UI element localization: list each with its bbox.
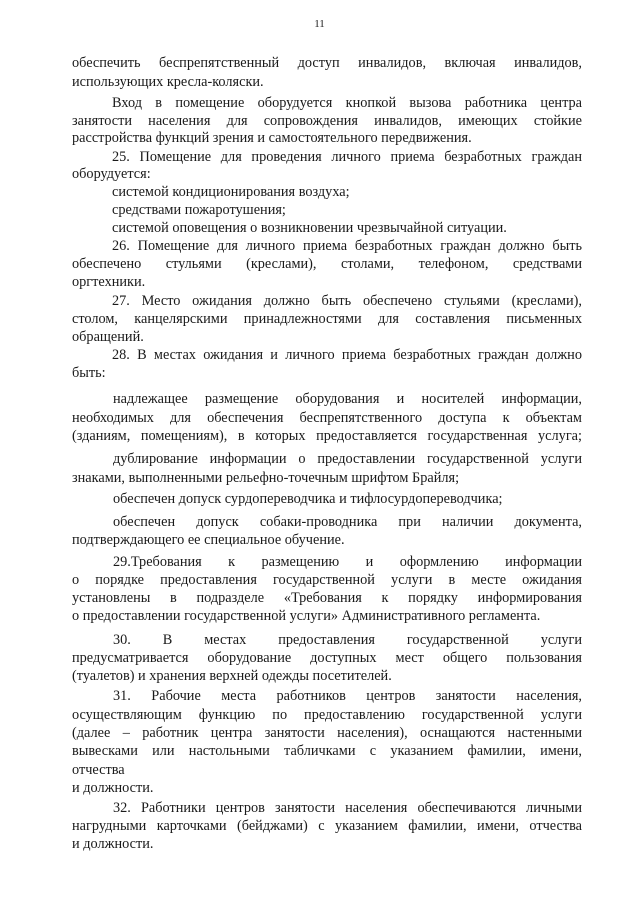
text-line: Вход в помещение оборудуется кнопкой вызова работника центра (112, 95, 582, 111)
text-line: надлежащее размещение оборудования и носителей информации, (113, 391, 582, 407)
text-line: установлены в подразделе «Требования к порядку информирования (72, 590, 582, 606)
text-line: (зданиям, помещениям), в которых предоставляется государственная услуга; (72, 428, 582, 444)
text-line: (туалетов) и хранения верхней одежды посетителей. (72, 668, 392, 684)
text-line: и должности. (72, 836, 154, 852)
text-line: знаками, выполненными рельефно-точечным шрифтом Брайля; (72, 470, 460, 486)
text-line: вывесками или настольными табличками с указанием фамилии, имени, (72, 743, 582, 759)
page-number: 11 (314, 18, 325, 30)
text-line: расстройства функций зрения и самостоятельного передвижения. (72, 130, 472, 146)
text-line: о порядке предоставления государственной услуги в месте ожидания (72, 572, 582, 588)
text-line: обеспечен допуск сурдопереводчика и тифлосурдопереводчика; (113, 491, 503, 507)
text-line: 32. Работники центров занятости населения обеспечиваются личными (113, 800, 582, 816)
text-line: столом, канцелярскими принадлежностями для составления письменных (72, 311, 582, 327)
text-line: отчества (72, 762, 125, 778)
text-line: 29.Требования к размещению и оформлению информации (113, 554, 582, 570)
text-line: системой кондиционирования воздуха; (112, 184, 350, 200)
text-line: необходимых для обеспечения беспрепятственного доступа к объектам (72, 410, 582, 426)
text-line: обеспечить беспрепятственный доступ инвалидов, включая инвалидов, (72, 55, 582, 71)
text-line: обращений. (72, 329, 144, 345)
text-line: осуществляющим функцию по предоставлению государственной услуги (72, 707, 582, 723)
text-line: использующих кресла-коляски. (72, 74, 264, 90)
text-line: 30. В местах предоставления государственной услуги (113, 632, 582, 648)
text-line: 25. Помещение для проведения личного приема безработных граждан (112, 149, 582, 165)
text-line: нагрудными карточками (бейджами) с указанием фамилии, имени, отчества (72, 818, 582, 834)
text-line: оргтехники. (72, 274, 146, 290)
text-line: обеспечено стульями (креслами), столами, телефоном, средствами (72, 256, 582, 272)
text-line: оборудуется: (72, 166, 151, 182)
text-line: предусматривается оборудование доступных мест общего пользования (72, 650, 582, 666)
text-line: 31. Рабочие места работников центров занятости населения, (113, 688, 582, 704)
text-line: занятости населения для сопровождения инвалидов, имеющих стойкие (72, 113, 582, 129)
text-line: средствами пожаротушения; (112, 202, 286, 218)
text-line: о предоставлении государственной услуги» Административного регламента. (72, 608, 541, 624)
text-line: 27. Место ожидания должно быть обеспечено стульями (креслами), (112, 293, 582, 309)
text-line: подтверждающего ее специальное обучение. (72, 532, 345, 548)
text-line: 28. В местах ожидания и личного приема безработных граждан должно (112, 347, 582, 363)
text-line: быть: (72, 365, 106, 381)
text-line: (далее – работник центра занятости населения), оснащаются настенными (72, 725, 582, 741)
text-line: обеспечен допуск собаки-проводника при наличии документа, (113, 514, 582, 530)
text-line: и должности. (72, 780, 154, 796)
text-line: 26. Помещение для личного приема безработных граждан должно быть (112, 238, 582, 254)
text-line: системой оповещения о возникновении чрезвычайной ситуации. (112, 220, 507, 236)
text-line: дублирование информации о предоставлении государственной услуги (113, 451, 582, 467)
